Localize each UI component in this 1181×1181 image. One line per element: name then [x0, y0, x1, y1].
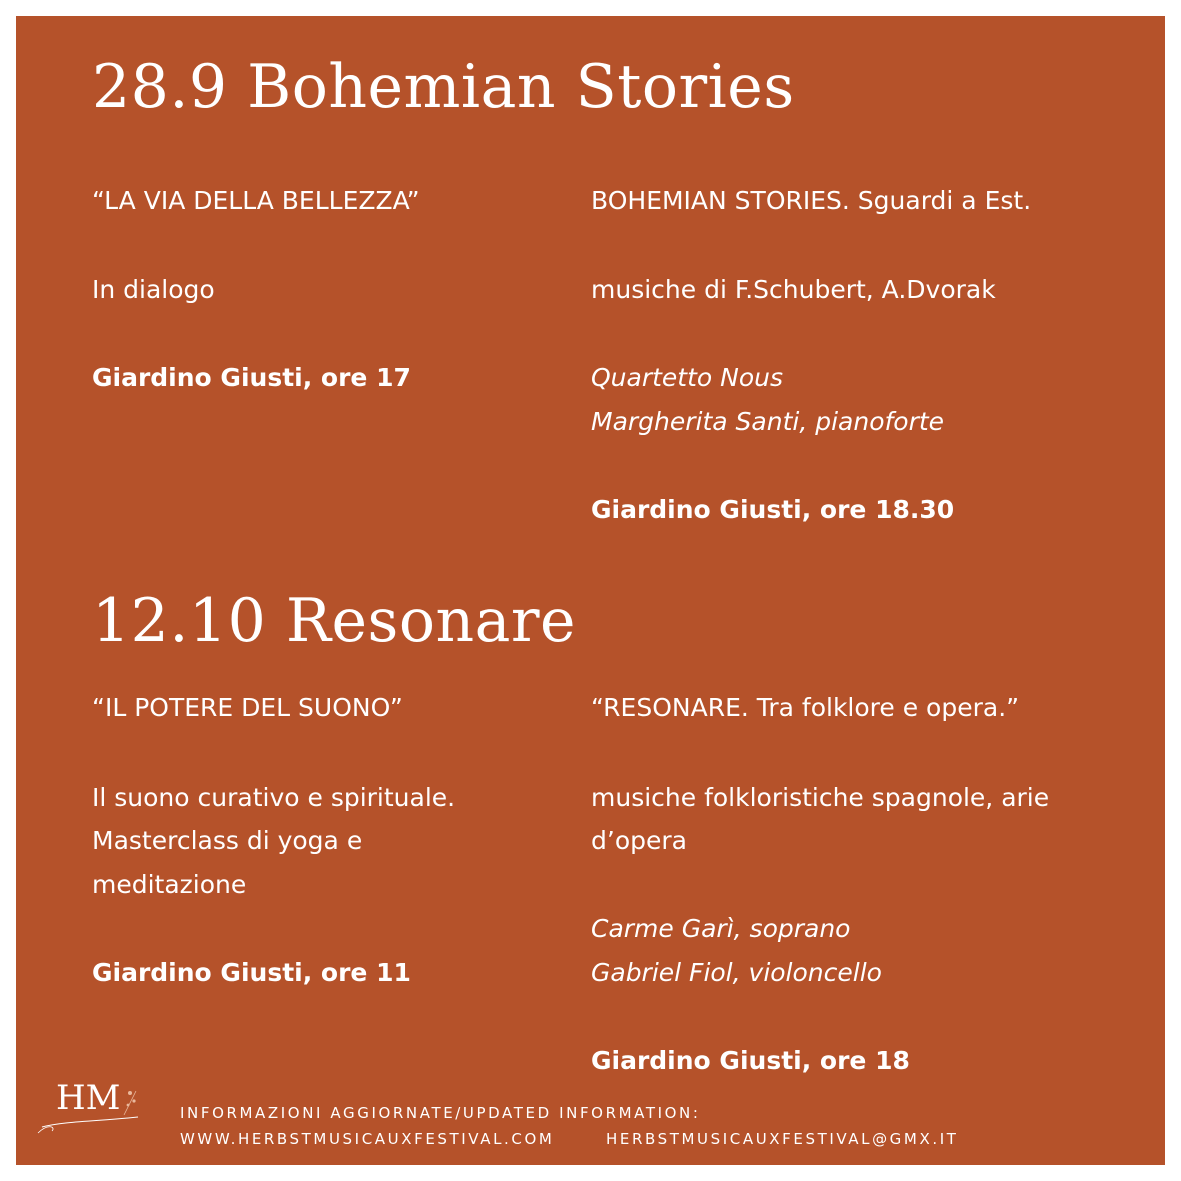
event-poster [16, 16, 1165, 1165]
footer-email[interactable]: HERBSTMUSICAUXFESTIVAL@GMX.IT [606, 1130, 959, 1148]
event2-left-venue: Giardino Giusti, ore 11 [92, 958, 411, 987]
footer-website[interactable]: WWW.HERBSTMUSICAUXFESTIVAL.COM [180, 1130, 555, 1148]
festival-logo [34, 1071, 144, 1141]
footer-info-label: INFORMAZIONI AGGIORNATE/UPDATED INFORMATION: [180, 1104, 701, 1122]
event1-right-venue: Giardino Giusti, ore 18.30 [591, 495, 955, 524]
event1-left-description: In dialogo [92, 275, 215, 304]
event1-right-program: musiche di F.Schubert, A.Dvorak [591, 275, 996, 304]
event2-left-description-3: meditazione [92, 870, 247, 899]
event2-performer-2: Gabriel Fiol, violoncello [591, 958, 882, 987]
event1-left-subtitle: “LA VIA DELLA BELLEZZA” [92, 186, 420, 215]
event1-performer-2: Margherita Santi, pianoforte [591, 407, 945, 436]
event1-left-venue: Giardino Giusti, ore 17 [92, 363, 411, 392]
event1-performer-1: Quartetto Nous [591, 363, 784, 392]
event1-right-subtitle: BOHEMIAN STORIES. Sguardi a Est. [591, 186, 1032, 215]
logo-swash [42, 1117, 138, 1127]
event2-right-program-1: musiche folkloristiche spagnole, arie [591, 783, 1050, 812]
logo-text: HM [56, 1078, 121, 1118]
event2-left-subtitle: “IL POTERE DEL SUONO” [92, 693, 403, 722]
event2-title: 12.10 Resonare [92, 586, 577, 656]
event2-right-subtitle: “RESONARE. Tra folklore e opera.” [591, 693, 1020, 722]
event2-performer-1: Carme Garì, soprano [591, 914, 851, 943]
event2-right-venue: Giardino Giusti, ore 18 [591, 1046, 910, 1075]
event2-left-description-1: Il suono curativo e spirituale. [92, 783, 456, 812]
event1-title: 28.9 Bohemian Stories [92, 52, 795, 122]
logo-flower-icon [128, 1091, 132, 1095]
event2-left-description-2: Masterclass di yoga e [92, 826, 363, 855]
event2-right-program-2: d’opera [591, 826, 687, 855]
